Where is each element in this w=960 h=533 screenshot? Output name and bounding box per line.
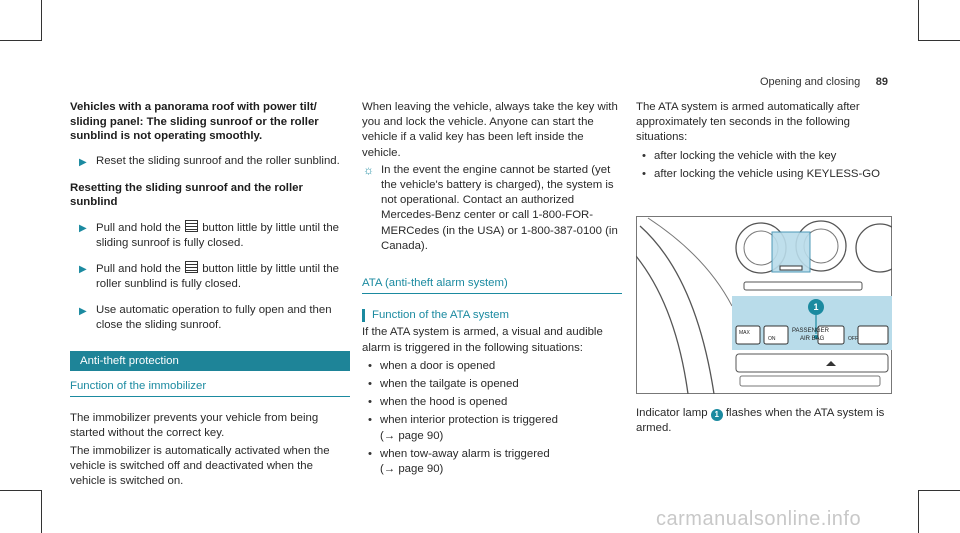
section-name: Opening and closing bbox=[760, 76, 861, 88]
section-title-bar: Anti-theft protection bbox=[70, 351, 350, 371]
dashboard-drawing bbox=[636, 216, 892, 394]
column-1 bbox=[70, 100, 350, 489]
crop-mark bbox=[0, 490, 42, 491]
dashboard-illustration bbox=[636, 216, 892, 394]
callout-badge: 1 bbox=[711, 409, 723, 421]
sunroof-button-icon bbox=[185, 220, 198, 232]
page-reference[interactable]: (→ page 90) bbox=[380, 463, 444, 476]
list-item: • when tow-away alarm is triggered (→ page 90) bbox=[362, 447, 622, 477]
list-item: • when interior protection is triggered (→ page 90) bbox=[362, 413, 622, 443]
column-3 bbox=[636, 100, 892, 182]
list-item: • when the hood is opened bbox=[362, 395, 622, 410]
paragraph: The immobilizer prevents your vehicle from being started without the correct key. bbox=[70, 412, 319, 440]
figure-caption: Indicator lamp 1 flashes when the ATA system is armed. bbox=[636, 407, 885, 435]
list-item: • after locking the vehicle with the key bbox=[636, 149, 892, 164]
arrow-right-icon: ▶ bbox=[79, 222, 87, 234]
crop-mark bbox=[918, 40, 960, 41]
subsection-title: Function of the immobilizer bbox=[70, 379, 350, 397]
step: ▶ Pull and hold the button little by little until the sliding sunroof is fully closed. bbox=[79, 221, 339, 249]
function-heading: Function of the ATA system bbox=[362, 308, 622, 323]
sunroof-button-icon bbox=[185, 261, 198, 273]
max-label: MAX bbox=[739, 330, 750, 336]
lightbulb-icon: ☼ bbox=[363, 162, 374, 177]
page-reference[interactable]: (→ page 90) bbox=[380, 429, 444, 442]
crop-mark bbox=[41, 490, 42, 533]
paragraph: When leaving the vehicle, always take the key with you and lock the vehicle. Anyone can start the vehicle if a valid key has been left inside the vehicle. bbox=[362, 101, 618, 159]
note: ☼ In the event the engine cannot be started (yet the vehicle's battery is charged), the system is not operational. Contact an authorized Mercedes-Benz center or call 1-800-FOR-MERCedes (in the USA) or 1-800-387-0100 (in Canada). bbox=[363, 162, 618, 252]
callout-number: 1 bbox=[813, 302, 819, 312]
list-item: • after locking the vehicle using KEYLESS-GO bbox=[636, 167, 892, 182]
column-2 bbox=[362, 100, 622, 477]
reset-heading: Resetting the sliding sunroof and the roller sunblind bbox=[70, 181, 303, 209]
paragraph: The immobilizer is automatically activated when the vehicle is switched off and deactivated when the vehicle is switched on. bbox=[70, 444, 330, 487]
on-label: ON bbox=[768, 336, 776, 342]
passenger-label: PASSENGER bbox=[792, 328, 829, 334]
list-item: • when a door is opened bbox=[362, 359, 622, 374]
problem-heading: Vehicles with a panorama roof with power tilt/ sliding panel: The sliding sunroof or the roller sunblind is not operating smoothly. bbox=[70, 101, 319, 142]
list-item: • when the tailgate is opened bbox=[362, 377, 622, 392]
paragraph: The ATA system is armed automatically after approximately ten seconds in the following situations: bbox=[636, 101, 860, 144]
airbag-label: AIR BAG bbox=[800, 336, 825, 342]
arrow-right-icon: ▶ bbox=[79, 264, 87, 276]
page-header bbox=[760, 76, 888, 88]
crop-mark bbox=[0, 40, 42, 41]
page-number: 89 bbox=[875, 76, 888, 88]
crop-mark bbox=[918, 0, 919, 40]
paragraph: If the ATA system is armed, a visual and audible alarm is triggered in the following situations: bbox=[362, 326, 603, 354]
off-label: OFF bbox=[848, 336, 858, 342]
crop-mark bbox=[41, 0, 42, 40]
watermark: carmanualsonline.info bbox=[656, 508, 862, 530]
crop-mark bbox=[918, 490, 919, 533]
arrow-right-icon: ▶ bbox=[79, 156, 87, 168]
arrow-right-icon: ▶ bbox=[79, 305, 87, 317]
crop-mark bbox=[918, 490, 960, 491]
step: ▶ Use automatic operation to fully open and then close the sliding sunroof. bbox=[79, 303, 332, 331]
subsection-title: ATA (anti-theft alarm system) bbox=[362, 276, 622, 294]
step: ▶ Pull and hold the button little by little until the roller sunblind is fully closed. bbox=[79, 263, 339, 291]
step: ▶ Reset the sliding sunroof and the roller sunblind. bbox=[70, 154, 350, 169]
